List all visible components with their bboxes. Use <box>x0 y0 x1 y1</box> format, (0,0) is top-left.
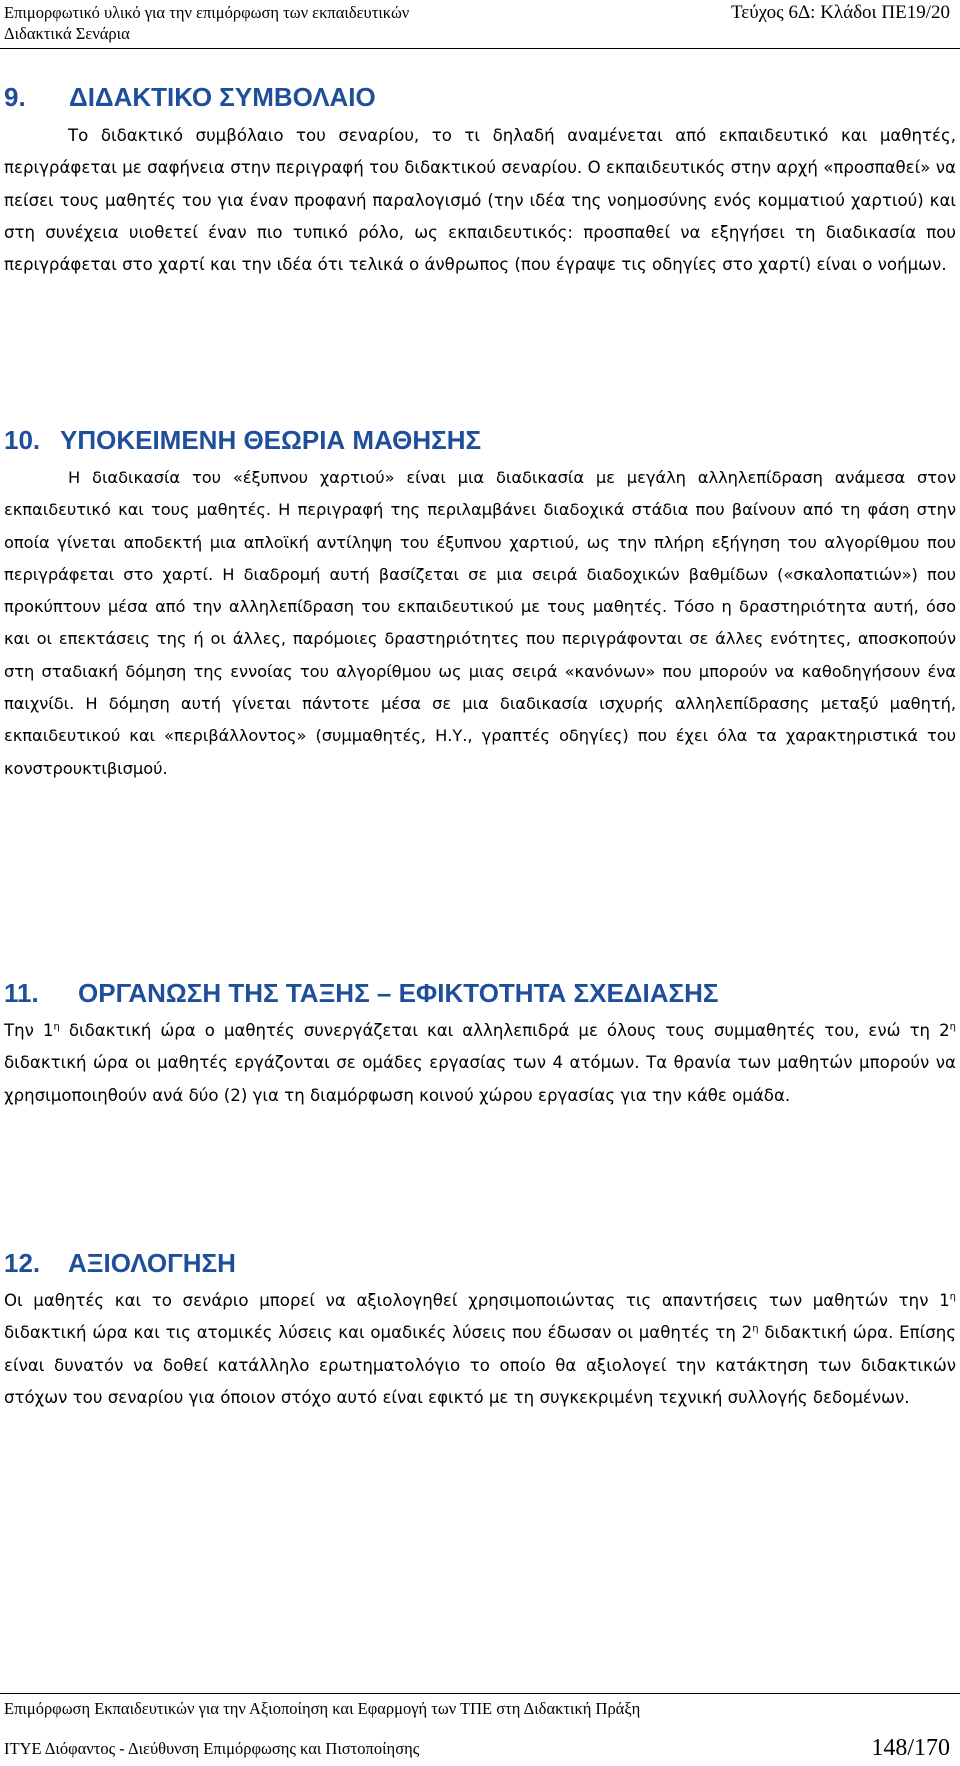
section-paragraph <box>4 1285 956 1414</box>
section-paragraph: Η διαδικασία του «έξυπνου χαρτιού» είναι μια διαδικασία με μεγάλη αλληλεπίδραση ανάμεσα στον εκπαιδευτικό και τους μαθητές. Η περιγραφή της περιλαμβάνει διαδοχικά στάδια που βαίνουν από τη φάση στην οποία γίνεται αποδεκτή μια απλοϊκή αντίληψη του έξυπνου χαρτιού, ως την πλήρη εξήγηση του αλγορίθμου που περιγράφεται στο χαρτί. Η διαδρομή αυτή βασίζεται σε μια σειρά διαδοχικών βαθμίδων («σκαλοπατιών») που προκύπτουν μέσα από την αλληλεπίδραση του εκπαιδευτικού με τους μαθητές. Τόσο η δραστηριότητα αυτή, όσο και οι επεκτάσεις της ή οι άλλες, παρόμοιες δραστηριότητες που περιγράφονται σε άλλες ενότητες, αποσκοπούν στη σταδιακή δόμηση της εννοίας του αλγορίθμου ως μιας σειρά «κανόνων» που μπορούν να καθοδηγήσουν ένα παιχνίδι. Η δόμηση αυτή γίνεται πάντοτε μέσα σε μια διαδικασία ισχυρής αλληλεπίδρασης μεταξύ μαθητή, εκπαιδευτικού και «περιβάλλοντος» (συμμαθητές, Η.Υ., γραπτές οδηγίες) που έχει όλα τα χαρακτηριστικά του κονστρουκτιβισμού. <box>4 468 956 778</box>
header-publication-title: Επιμορφωτικό υλικό για την επιμόρφωση των εκπαιδευτικών <box>4 3 410 22</box>
paragraph-text: Οι μαθητές και το σενάριο μπορεί να αξιολογηθεί χρησιμοποιώντας τις απαντήσεις των μαθητών την 1 <box>4 1291 950 1310</box>
section-evaluation <box>4 1248 956 1414</box>
paragraph-text: διδακτική ώρα ο μαθητές συνεργάζεται και αλληλεπιδρά με όλους τους συμμαθητές του, ενώ τη 2 <box>59 1021 950 1040</box>
ordinal-superscript: η <box>752 1323 759 1335</box>
footer-organization: ΙΤΥΕ Διόφαντος - Διεύθυνση Επιμόρφωσης και Πιστοποίησης <box>4 1739 420 1758</box>
section-heading <box>4 82 956 112</box>
paragraph-text: διδακτική ώρα οι μαθητές εργάζονται σε ομάδες εργασίας των 4 ατόμων. Τα θρανία των μαθητών μπορούν να χρησιμοποιηθούν ανά δύο (2) για τη διαμόρφωση κοινού χώρου εργασίας για την κάθε ομάδα. <box>4 1053 956 1105</box>
section-paragraph <box>4 1015 956 1112</box>
section-learning-theory <box>4 425 956 785</box>
section-number: 11. <box>4 978 39 1008</box>
page-header <box>0 0 960 49</box>
section-paragraph: Το διδακτικό συμβόλαιο του σεναρίου, το τι δηλαδή αναμένεται από εκπαιδευτικό και μαθητές, περιγράφεται με σαφήνεια στην περιγραφή του διδακτικού σεναρίου. Ο εκπαιδευτικός στην αρχή «προσπαθεί» να πείσει τους μαθητές του για έναν προφανή παραλογισμό (την ιδέα της νοημοσύνης ενός κομματιού χαρτιού) και στη συνέχεια υιοθετεί έναν πιο τυπικό ρόλο, ως εκπαιδευτικός: προσπαθεί να εξηγήσει τη διαδικασία που περιγράφεται στο χαρτί και την ιδέα ότι τελικά ο άνθρωπος (που έγραψε τις οδηγίες στο χαρτί) είναι ο νοήμων. <box>4 126 956 275</box>
header-subtitle: Διδακτικά Σενάρια <box>4 24 130 43</box>
section-title: ΟΡΓΑΝΩΣΗ ΤΗΣ ΤΑΞΗΣ – ΕΦΙΚΤΟΤΗΤΑ ΣΧΕΔΙΑΣΗΣ <box>78 978 719 1008</box>
section-number: 10. <box>4 425 41 455</box>
page-footer <box>0 1693 960 1766</box>
paragraph-text: διδακτική ώρα. Επίσης είναι δυνατόν να δοθεί κατάλληλο ερωτηματολόγιο το οποίο θα αξιολογεί την κατάκτηση των διδακτικών στόχων του σεναρίου για όποιον στόχο αυτό είναι εφικτό με τη συγκεκριμένη τεχνική συλλογής δεδομένων. <box>4 1323 956 1407</box>
section-didactic-contract <box>4 82 956 281</box>
ordinal-superscript: η <box>949 1291 956 1303</box>
ordinal-superscript: η <box>949 1021 956 1033</box>
section-title: ΔΙΔΑΚΤΙΚΟ ΣΥΜΒΟΛΑΙΟ <box>69 82 376 112</box>
ordinal-superscript: η <box>53 1021 60 1033</box>
page-number: 148/170 <box>871 1735 950 1761</box>
section-title: ΑΞΙΟΛΟΓΗΣΗ <box>68 1248 236 1278</box>
section-title: ΥΠΟΚΕΙΜΕΝΗ ΘΕΩΡΙΑ ΜΑΘΗΣΗΣ <box>60 425 482 455</box>
footer-program-title: Επιμόρφωση Εκπαιδευτικών για την Αξιοποίηση και Εφαρμογή των ΤΠΕ στη Διδακτική Πράξη <box>4 1699 641 1718</box>
paragraph-text: διδακτική ώρα και τις ατομικές λύσεις και ομαδικές λύσεις που έδωσαν οι μαθητές τη 2 <box>4 1323 753 1343</box>
section-heading <box>4 1248 956 1278</box>
section-class-organization <box>4 978 956 1112</box>
paragraph-text: Την 1 <box>4 1021 54 1040</box>
header-issue: Τεύχος 6Δ: Κλάδοι ΠΕ19/20 <box>730 2 950 23</box>
section-heading <box>4 978 956 1008</box>
section-number: 12. <box>4 1248 41 1278</box>
section-heading <box>4 425 956 455</box>
section-number: 9. <box>4 82 26 112</box>
